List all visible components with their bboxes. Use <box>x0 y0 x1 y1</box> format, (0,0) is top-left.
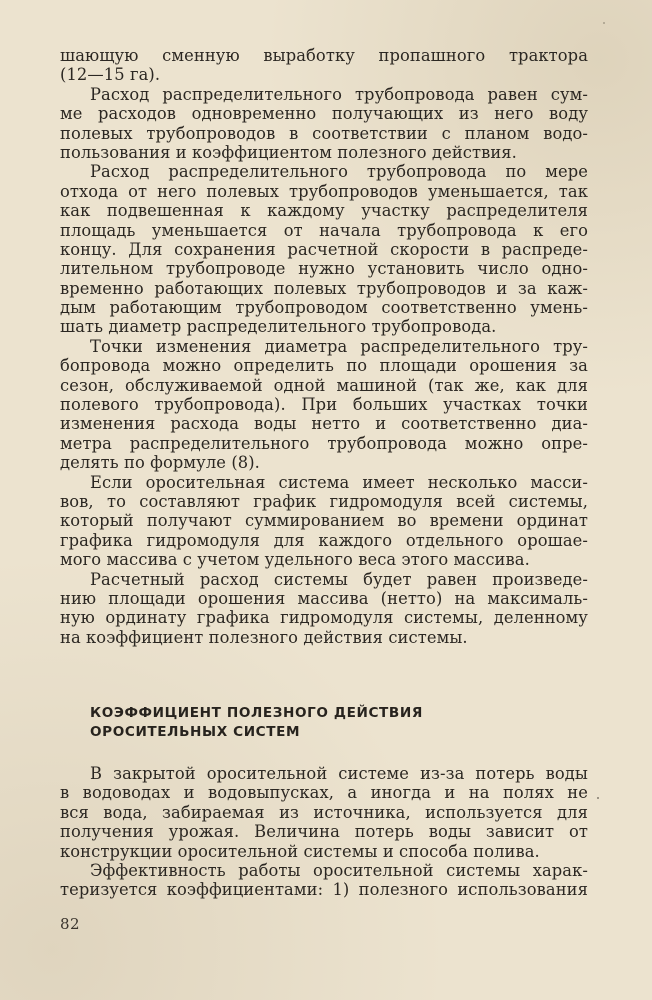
body-text-bottom <box>60 764 588 900</box>
text-line: Если оросительная система имеет несколько масси- <box>90 472 588 492</box>
text-line: дым работающим трубопроводом соответственно умень- <box>60 298 588 318</box>
text-line: в водоводах и водовыпусках, а иногда и на полях не <box>60 783 588 803</box>
page-number: 82 <box>60 915 81 933</box>
text-line: нию площади орошения массива (нетто) на максималь- <box>60 588 588 608</box>
text-line: сезон, обслуживаемой одной машиной (так же, как для <box>60 375 588 395</box>
section-heading-line: ОРОСИТЕЛЬНЫХ СИСТЕМ <box>90 724 301 740</box>
text-line: отхода от него полевых трубопроводов уменьшается, так <box>60 181 588 201</box>
text-line: Расход распределительного трубопровода равен сум- <box>90 84 588 104</box>
text-line: теризуется коэффициентами: 1) полезного использования <box>60 880 588 900</box>
text-line: как подвешенная к каждому участку распределителя <box>60 201 588 221</box>
text-line: полевых трубопроводов в соответствии с планом водо- <box>60 123 588 143</box>
text-line: Расчетный расход системы будет равен произведе- <box>90 569 588 589</box>
text-line: Точки изменения диаметра распределительного тру- <box>90 336 588 356</box>
section-heading-line: КОЭФФИЦИЕНТ ПОЛЕЗНОГО ДЕЙСТВИЯ <box>90 705 423 721</box>
text-line: лительном трубопроводе нужно установить число одно- <box>60 259 588 279</box>
text-line: метра распределительного трубопровода можно опре- <box>60 433 588 453</box>
text-line: шающую сменную выработку пропашного трактора <box>60 46 588 65</box>
text-line: на коэффициент полезного действия системы. <box>60 627 468 647</box>
text-line: площадь уменьшается от начала трубопровода к его <box>60 220 588 240</box>
paper-speck <box>597 797 599 799</box>
body-text-top <box>60 46 588 647</box>
text-line: мого массива с учетом удельного веса этого массива. <box>60 550 530 570</box>
text-line: который получают суммированием во времени ординат <box>60 511 588 531</box>
text-line: вов, то составляют график гидромодуля всей системы, <box>60 491 588 511</box>
text-line: Эффективность работы оросительной системы харак- <box>90 860 588 880</box>
section-heading <box>90 704 423 742</box>
text-line: ме расходов одновременно получающих из него воду <box>60 104 588 124</box>
text-line: получения урожая. Величина потерь воды зависит от <box>60 822 588 842</box>
text-line: временно работающих полевых трубопроводов и за каж- <box>60 278 588 298</box>
text-line: (12—15 га). <box>60 65 161 85</box>
text-line: концу. Для сохранения расчетной скорости в распреде- <box>60 239 588 259</box>
text-line: изменения расхода воды нетто и соответственно диа- <box>60 414 588 434</box>
text-line: делять по формуле (8). <box>60 453 260 473</box>
text-line: ную ординату графика гидромодуля системы, деленному <box>60 608 588 628</box>
text-line: полевого трубопровода). При больших участках точки <box>60 395 588 415</box>
text-line: графика гидромодуля для каждого отдельного орошае- <box>60 530 588 550</box>
text-line: бопровода можно определить по площади орошения за <box>60 356 588 376</box>
text-line: вся вода, забираемая из источника, используется для <box>60 802 588 822</box>
text-line: шать диаметр распределительного трубопровода. <box>60 317 497 337</box>
text-line: пользования и коэффициентом полезного действия. <box>60 142 517 162</box>
text-line: Расход распределительного трубопровода по мере <box>90 162 588 182</box>
paper-speck <box>603 22 605 24</box>
text-line: конструкции оросительной системы и способа полива. <box>60 841 540 861</box>
text-line: В закрытой оросительной системе из-за потерь воды <box>90 764 588 783</box>
